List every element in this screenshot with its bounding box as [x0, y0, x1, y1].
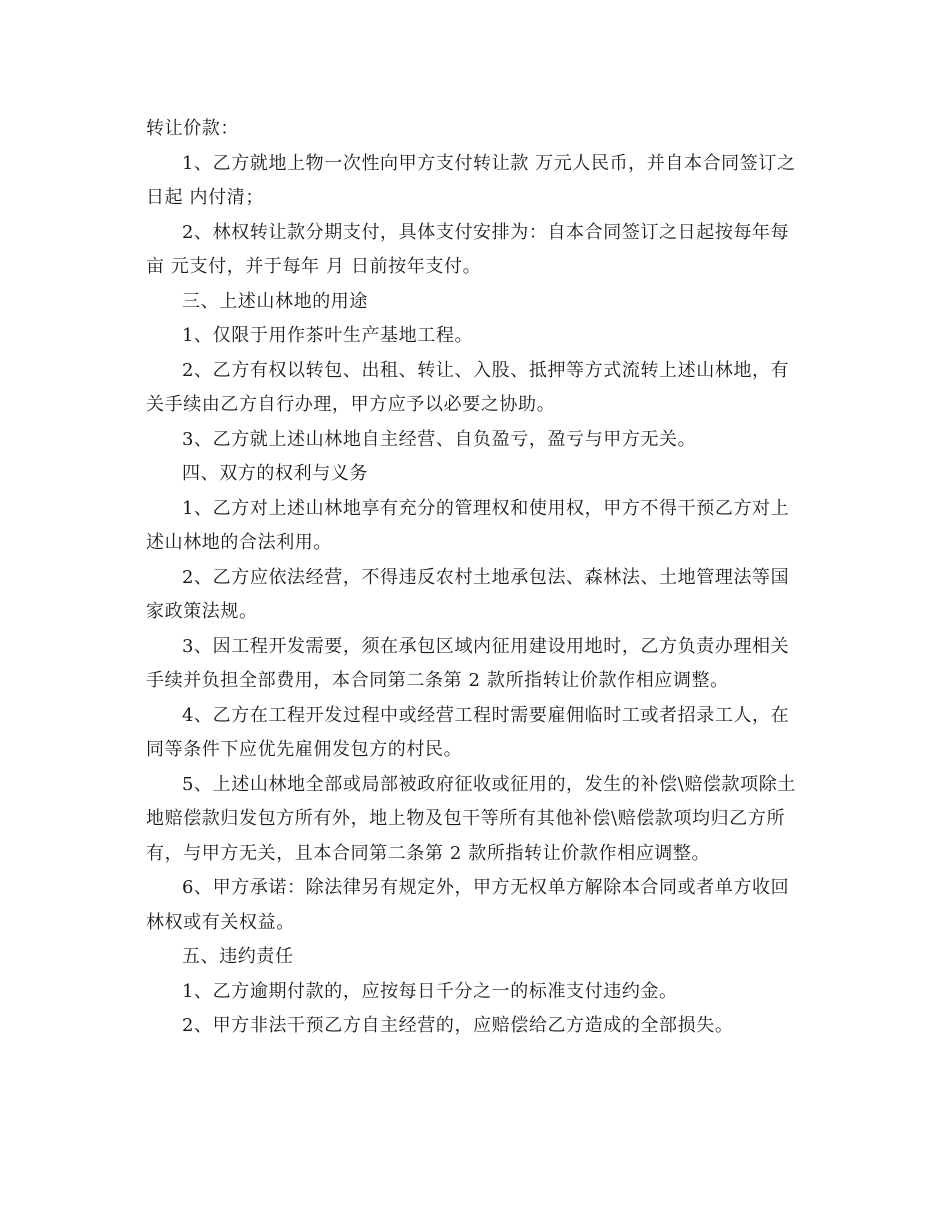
section-heading-land-use: 三、上述山林地的用途 [182, 290, 368, 312]
paragraph-rights-clause-4: 4、乙方在工程开发过程中或经营工程时需要雇佣临时工或者招录工人，在同等条件下应优先雇佣发包方的村民。 [146, 704, 790, 760]
paragraph-rights-clause-3: 3、因工程开发需要，须在承包区域内征用建设用地时，乙方负责办理相关手续并负担全部费用，本合同第二条第 2 款所指转让价款作相应调整。 [146, 635, 790, 691]
paragraph-use-clause-2: 2、乙方有权以转包、出租、转让、入股、抵押等方式流转上述山林地，有关手续由乙方自行办理，甲方应予以必要之协助。 [146, 359, 790, 415]
section-heading-breach-liability: 五、违约责任 [182, 946, 294, 967]
paragraph-breach-clause-1: 1、乙方逾期付款的，应按每日千分之一的标准支付违约金。 [182, 980, 678, 1002]
paragraph-breach-clause-2: 2、甲方非法干预乙方自主经营的，应赔偿给乙方造成的全部损失。 [182, 1015, 734, 1036]
paragraph-price-clause-1: 1、乙方就地上物一次性向甲方支付转让款 万元人民币，并自本合同签订之日起 内付清； [146, 152, 796, 208]
paragraph-rights-clause-1: 1、乙方对上述山林地享有充分的管理权和使用权，甲方不得干预乙方对上述山林地的合法利用。 [146, 497, 790, 553]
document-body [146, 112, 806, 1044]
paragraph-price-clause-2: 2、林权转让款分期支付，具体支付安排为：自本合同签订之日起按每年每亩 元支付，并于每年 月 日前按年支付。 [146, 221, 790, 277]
paragraph-rights-clause-6: 6、甲方承诺：除法律另有规定外，甲方无权单方解除本合同或者单方收回林权或有关权益。 [146, 877, 790, 933]
paragraph-use-clause-3: 3、乙方就上述山林地自主经营、自负盈亏，盈亏与甲方无关。 [182, 428, 697, 450]
paragraph-rights-clause-5: 5、上述山林地全部或局部被政府征收或征用的，发生的补偿\赔偿款项除土地赔偿款归发包方所有外，地上物及包干等所有其他补偿\赔偿款项均归乙方所有，与甲方无关，且本合同第二条第 2 款所指转让价款作相应调整。 [146, 773, 796, 864]
paragraph-transfer-price-heading: 转让价款： [146, 118, 239, 139]
paragraph-rights-clause-2: 2、乙方应依法经营，不得违反农村土地承包法、森林法、土地管理法等国家政策法规。 [146, 566, 790, 622]
section-heading-rights-obligations: 四、双方的权利与义务 [182, 463, 368, 484]
paragraph-use-clause-1: 1、仅限于用作茶叶生产基地工程。 [182, 325, 474, 346]
